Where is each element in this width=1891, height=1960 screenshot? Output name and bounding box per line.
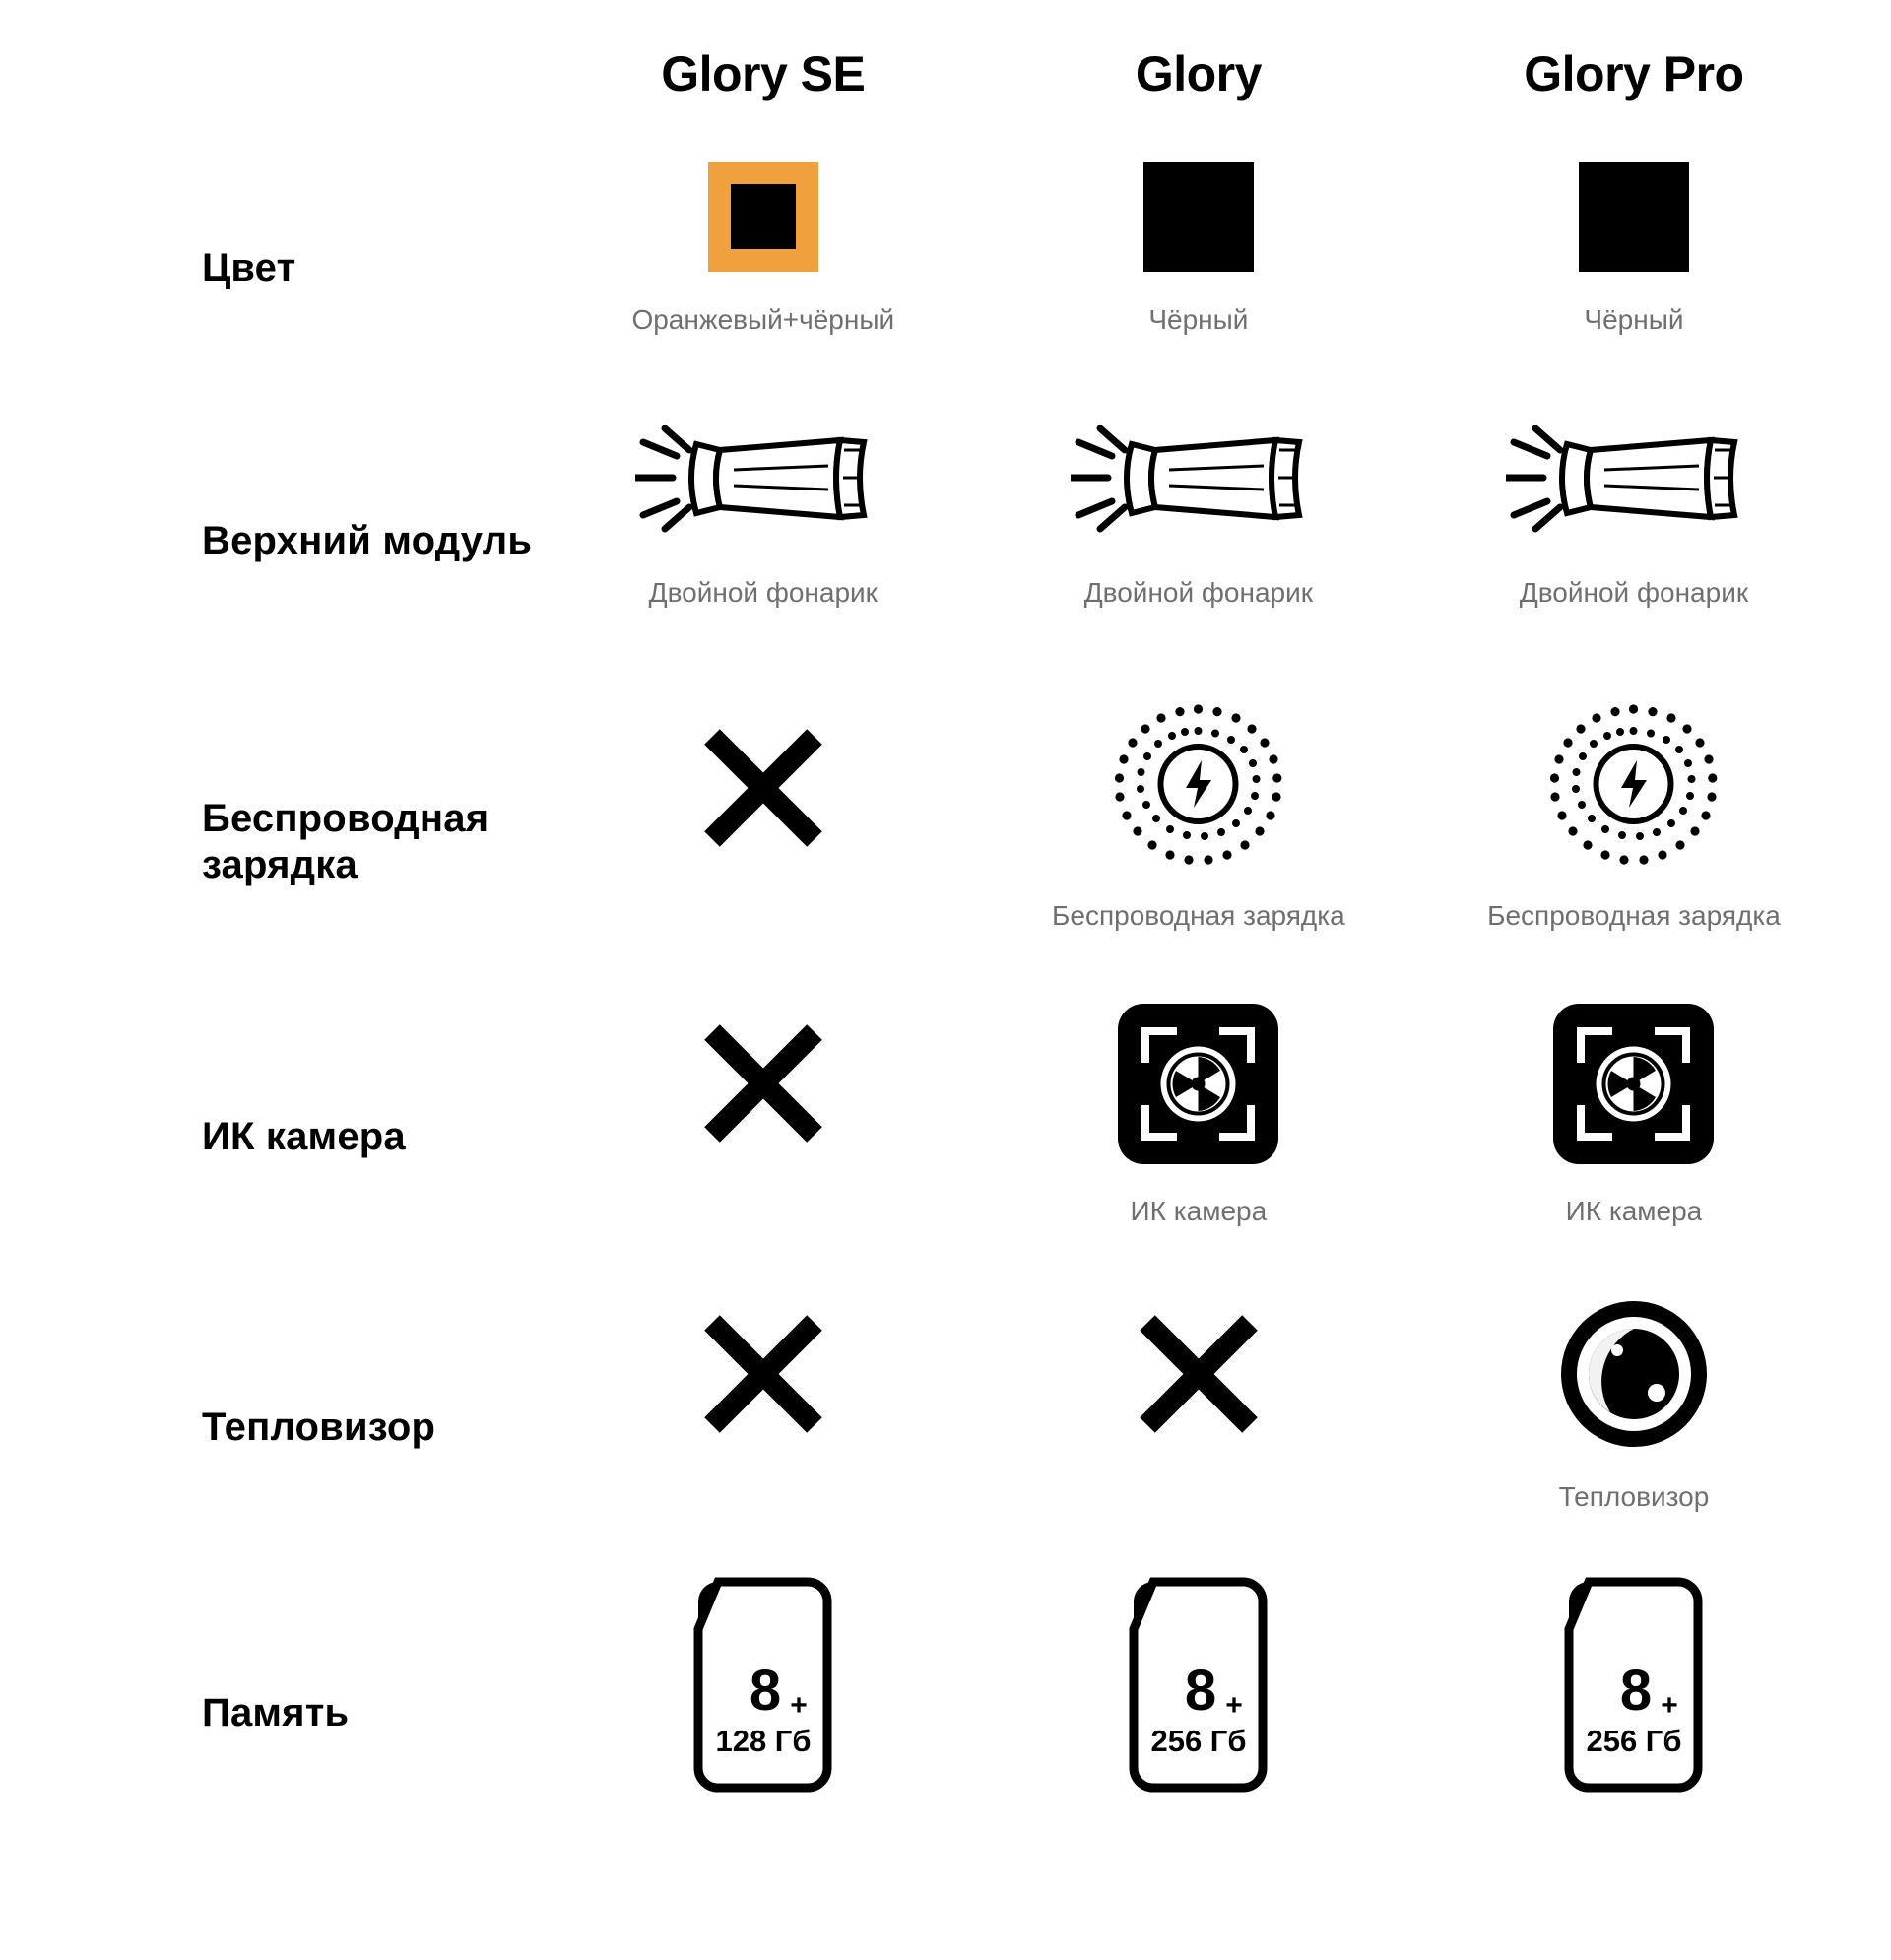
cell-thermal-glory-se	[546, 1285, 981, 1571]
row-label-thermal-camera: Тепловизор	[202, 1405, 436, 1450]
memory-plus-sign: +	[1225, 1688, 1244, 1722]
cell-ir-glory-pro	[1416, 990, 1852, 1285]
column-header-glory-pro	[1416, 0, 1852, 148]
memory-card-icon	[981, 1571, 1416, 1797]
cell-caption: ИК камера	[1565, 1196, 1703, 1226]
table-row-color	[0, 148, 1852, 389]
cell-thermal-glory-pro	[1416, 1285, 1852, 1571]
memory-plus-sign: +	[790, 1688, 809, 1722]
memory-ram-value: 8	[1620, 1658, 1653, 1723]
cell-caption: Оранжевый+чёрный	[631, 304, 895, 335]
cell-caption: ИК камера	[1130, 1196, 1268, 1226]
row-label-ir-camera: ИК камера	[202, 1115, 406, 1159]
cell-wireless-glory-se	[546, 694, 981, 990]
table-row-wireless-charging	[0, 694, 1852, 990]
cell-caption: Чёрный	[1148, 304, 1249, 335]
memory-card-icon	[546, 1571, 981, 1797]
thermal-camera-icon	[1416, 1285, 1852, 1463]
cell-thermal-glory	[981, 1285, 1416, 1571]
memory-ram-value: 8	[750, 1658, 782, 1723]
cell-top-module-glory	[981, 389, 1416, 694]
memory-card-icon	[1416, 1571, 1852, 1797]
flashlight-icon	[981, 389, 1416, 558]
flashlight-icon	[546, 389, 981, 558]
column-header-glory	[981, 0, 1416, 148]
table-row-ir-camera	[0, 990, 1852, 1285]
column-title: Glory SE	[661, 46, 866, 101]
table-row-top-module	[0, 389, 1852, 694]
cell-caption: Двойной фонарик	[648, 577, 878, 608]
cell-color-glory-pro	[1416, 148, 1852, 389]
row-label-color: Цвет	[202, 245, 296, 290]
cell-wireless-glory-pro	[1416, 694, 1852, 990]
row-label-top-module: Верхний модуль	[202, 519, 533, 563]
header-corner-cell	[0, 0, 546, 148]
cell-caption: Тепловизор	[1558, 1481, 1710, 1512]
cell-memory-glory-se	[546, 1571, 981, 1857]
color-swatch-black-icon	[981, 148, 1416, 286]
color-swatch-black-icon	[1416, 148, 1852, 286]
memory-plus-sign: +	[1661, 1688, 1679, 1722]
cross-icon	[546, 1285, 981, 1463]
cell-caption: Чёрный	[1584, 304, 1684, 335]
wireless-charging-icon	[1416, 694, 1852, 882]
color-swatch-orange-black-icon	[546, 148, 981, 286]
cell-color-glory-se	[546, 148, 981, 389]
memory-storage-value: 256 Гб	[1586, 1723, 1682, 1758]
cell-wireless-glory	[981, 694, 1416, 990]
table-row-memory	[0, 1571, 1852, 1857]
cell-memory-glory-pro	[1416, 1571, 1852, 1857]
column-title: Glory	[1135, 46, 1262, 101]
cell-top-module-glory-se	[546, 389, 981, 694]
table-row-thermal-camera	[0, 1285, 1852, 1571]
memory-ram-value: 8	[1185, 1658, 1217, 1723]
cell-top-module-glory-pro	[1416, 389, 1852, 694]
cell-caption: Двойной фонарик	[1519, 577, 1749, 608]
flashlight-icon	[1416, 389, 1852, 558]
cell-caption: Беспроводная зарядка	[1487, 900, 1781, 931]
ir-camera-icon	[981, 990, 1416, 1177]
memory-storage-value: 256 Гб	[1150, 1723, 1247, 1758]
cell-memory-glory	[981, 1571, 1416, 1857]
cross-icon	[981, 1285, 1416, 1463]
cell-ir-glory	[981, 990, 1416, 1285]
cell-caption: Беспроводная зарядка	[1052, 900, 1345, 931]
row-label-memory: Память	[202, 1691, 350, 1735]
table-header-row	[0, 0, 1852, 148]
cell-ir-glory-se	[546, 990, 981, 1285]
memory-storage-value: 128 Гб	[715, 1723, 812, 1758]
wireless-charging-icon	[981, 694, 1416, 882]
cross-icon	[546, 694, 981, 882]
cross-icon	[546, 990, 981, 1177]
ir-camera-icon	[1416, 990, 1852, 1177]
row-label-wireless-charging: Беспроводная зарядка	[202, 796, 489, 886]
cell-caption: Двойной фонарик	[1083, 577, 1314, 608]
column-title: Glory Pro	[1524, 46, 1744, 101]
column-header-glory-se	[546, 0, 981, 148]
cell-color-glory	[981, 148, 1416, 389]
